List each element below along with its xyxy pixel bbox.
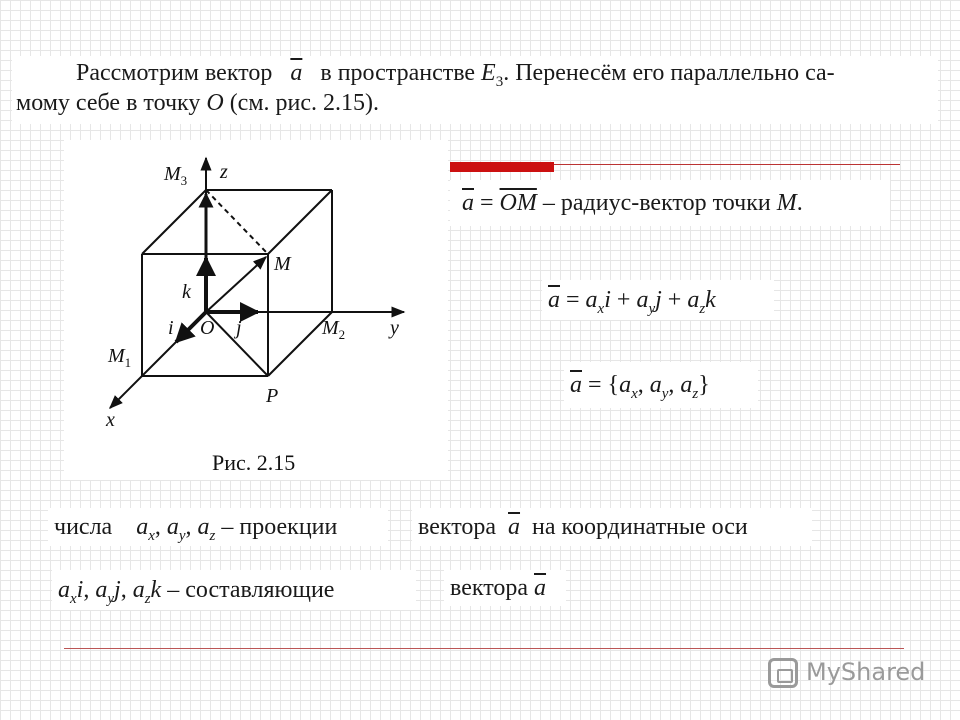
label-m: M (274, 253, 291, 275)
label-o: O (200, 317, 215, 339)
unit-i: i (76, 577, 84, 603)
coord-a: a (197, 514, 210, 540)
word-axes: на координатные оси (532, 514, 748, 540)
formula-coordinates (564, 362, 758, 408)
equals-sign: = (560, 287, 586, 313)
figure-caption: Рис. 2.15 (212, 450, 296, 475)
comma: , (637, 372, 650, 398)
cube-edge (142, 190, 206, 254)
formula-text: – радиус-вектор точки (536, 190, 777, 216)
vector-a: $\overline{a}$ (534, 575, 547, 601)
coord-a: a (649, 372, 662, 398)
word-components: – составляющие (161, 577, 335, 603)
subscript-x: x (597, 301, 605, 317)
space-subscript: 3 (495, 74, 504, 90)
components-line (52, 570, 416, 610)
intro-text: Рассмотрим вектор (76, 60, 273, 86)
bottom-rule (64, 648, 904, 649)
subscript-z: z (699, 301, 706, 317)
intro-line-2 (16, 88, 379, 118)
comma: , (120, 577, 133, 603)
label-y: y (390, 317, 399, 339)
label-i: i (168, 317, 174, 339)
point-o: O (206, 90, 224, 116)
subscript-y: y (107, 591, 115, 607)
unit-k: k (705, 287, 716, 313)
unit-i: i (604, 287, 611, 313)
label-m1: $M_1$ (108, 345, 132, 370)
comma: , (83, 577, 96, 603)
unit-j: j (114, 577, 121, 603)
coord-a: a (136, 514, 149, 540)
coord-a: a (166, 514, 179, 540)
presentation-icon (768, 658, 798, 688)
label-z: z (220, 161, 228, 183)
coord-a: a (687, 287, 700, 313)
cube-diagram (64, 140, 448, 480)
word-numbers: числа (54, 514, 113, 540)
vector-a: $\overline{a}$ (290, 60, 303, 86)
word-projections: – проекции (215, 514, 338, 540)
vector-a: $\overline{a}$ (462, 190, 474, 216)
subscript-y: y (661, 386, 669, 402)
subscript-x: x (148, 528, 155, 544)
intro-text: (см. рис. 2.15). (229, 90, 380, 116)
intro-paragraph (12, 56, 938, 124)
intro-text: мому себе в точку (16, 90, 201, 116)
subscript-z: z (144, 591, 151, 607)
coord-a: a (680, 372, 693, 398)
subscript-y: y (648, 301, 656, 317)
subscript-y: y (178, 528, 186, 544)
label-x: x (106, 409, 115, 431)
projections-line (48, 508, 388, 546)
watermark-text: MyShared (806, 658, 926, 686)
unit-k: k (150, 577, 162, 603)
subscript-z: z (692, 386, 699, 402)
label-m3: $M_3$ (164, 163, 188, 188)
plus-sign: + (661, 287, 688, 313)
unit-j: j (655, 287, 662, 313)
equals-sign: = (474, 190, 500, 216)
coord-a: a (585, 287, 598, 313)
figure-2-15 (64, 140, 448, 480)
vector-a: $\overline{a}$ (548, 287, 560, 313)
equals-brace: = { (582, 372, 620, 398)
subscript-z: z (209, 528, 216, 544)
cube-edge (268, 190, 332, 254)
comma: , (185, 514, 198, 540)
coord-a: a (619, 372, 632, 398)
comma: , (668, 372, 681, 398)
red-accent-bar (450, 162, 554, 172)
close-brace: } (698, 372, 710, 398)
radius-vector-om (206, 257, 266, 312)
space-letter: E (481, 60, 496, 86)
watermark (768, 656, 928, 692)
vector-line (444, 570, 566, 606)
label-k: k (182, 281, 191, 303)
coord-a: a (636, 287, 649, 313)
word-vector: вектора (450, 575, 529, 601)
word-vector: вектора (418, 514, 497, 540)
point-m: M (776, 190, 797, 216)
subscript-x: x (70, 591, 77, 607)
vector-a: $\overline{a}$ (508, 514, 521, 540)
dashed-diagonal (206, 190, 268, 254)
vector-a: $\overline{a}$ (570, 372, 582, 398)
coord-a: a (58, 577, 70, 603)
label-p: P (266, 385, 279, 407)
plus-sign: + (610, 287, 637, 313)
red-accent-line (554, 164, 900, 165)
formula-end: . (796, 190, 803, 216)
vector-om: $\overline{OM}$ (499, 190, 537, 216)
formula-decomposition (542, 280, 774, 320)
coord-a: a (132, 577, 145, 603)
coordinate-axes-line (412, 508, 812, 546)
intro-text: в пространстве (320, 60, 476, 86)
formula-radius-vector (450, 180, 890, 226)
label-j: j (236, 317, 242, 339)
subscript-x: x (631, 386, 638, 402)
label-m2: $M_2$ (322, 317, 346, 342)
intro-text: . Перенесём его параллельно са- (503, 60, 835, 86)
coord-a: a (95, 577, 108, 603)
comma: , (154, 514, 167, 540)
